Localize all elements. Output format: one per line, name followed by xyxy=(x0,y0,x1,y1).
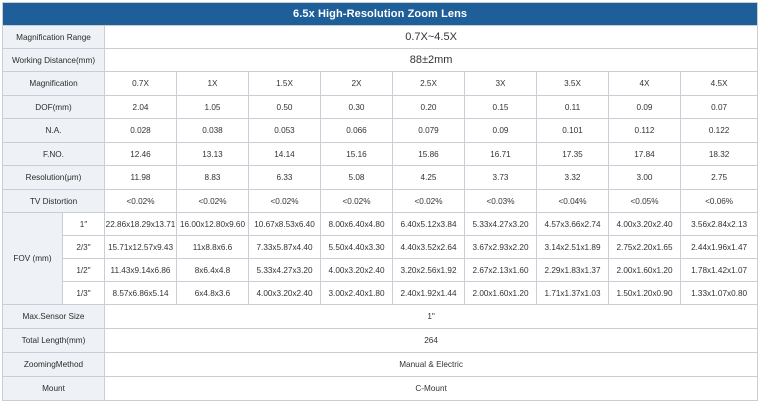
dof-cell: 2.04 xyxy=(105,96,177,119)
fov-cell: 3.20x2.56x1.92 xyxy=(393,259,465,282)
tv-distortion-cell: <0.03% xyxy=(465,190,537,213)
total-length-value: 264 xyxy=(105,329,758,353)
zooming-method-label: ZoomingMethod xyxy=(3,353,105,377)
dof-cell: 0.50 xyxy=(249,96,321,119)
fov-cell: 3.56x2.84x2.13 xyxy=(681,213,758,236)
fov-sensor-label: 1/2" xyxy=(63,259,105,282)
fov-cell: 2.40x1.92x1.44 xyxy=(393,282,465,305)
resolution-cell: 8.83 xyxy=(177,166,249,190)
max-sensor-size-value: 1" xyxy=(105,305,758,329)
fov-cell: 1.33x1.07x0.80 xyxy=(681,282,758,305)
na-cell: 0.053 xyxy=(249,119,321,143)
fov-sensor-label: 2/3" xyxy=(63,236,105,259)
fno-cell: 14.14 xyxy=(249,143,321,166)
tv-distortion-cell: <0.04% xyxy=(537,190,609,213)
fno-cell: 18.32 xyxy=(681,143,758,166)
fov-cell: 2.75x2.20x1.65 xyxy=(609,236,681,259)
zooming-method-value: Manual & Electric xyxy=(105,353,758,377)
fov-cell: 2.44x1.96x1.47 xyxy=(681,236,758,259)
working-distance-row xyxy=(3,49,758,72)
fov-cell: 5.50x4.40x3.30 xyxy=(321,236,393,259)
na-cell: 0.079 xyxy=(393,119,465,143)
fov-cell: 8x6.4x4.8 xyxy=(177,259,249,282)
fov-cell: 1.50x1.20x0.90 xyxy=(609,282,681,305)
fov-cell: 5.33x4.27x3.20 xyxy=(249,259,321,282)
magnification-range-label: Magnification Range xyxy=(3,26,105,49)
fov-cell: 22.86x18.29x13.71 xyxy=(105,213,177,236)
fov-row xyxy=(3,213,758,236)
spec-table-body xyxy=(3,3,758,401)
resolution-label: Resolution(μm) xyxy=(3,166,105,190)
fov-cell: 4.57x3.66x2.74 xyxy=(537,213,609,236)
tv-distortion-cell: <0.02% xyxy=(249,190,321,213)
zooming-method-row xyxy=(3,353,758,377)
magnification-cell: 3.5X xyxy=(537,72,609,96)
fno-cell: 15.16 xyxy=(321,143,393,166)
tv-distortion-cell: <0.06% xyxy=(681,190,758,213)
fov-cell: 11.43x9.14x6.86 xyxy=(105,259,177,282)
magnification-cell: 4.5X xyxy=(681,72,758,96)
fno-cell: 17.84 xyxy=(609,143,681,166)
fov-cell: 1.71x1.37x1.03 xyxy=(537,282,609,305)
fov-cell: 4.40x3.52x2.64 xyxy=(393,236,465,259)
working-distance-label: Working Distance(mm) xyxy=(3,49,105,72)
fov-cell: 15.71x12.57x9.43 xyxy=(105,236,177,259)
fov-row xyxy=(3,282,758,305)
fno-row xyxy=(3,143,758,166)
resolution-row xyxy=(3,166,758,190)
na-label: N.A. xyxy=(3,119,105,143)
fov-cell: 4.00x3.20x2.40 xyxy=(321,259,393,282)
na-cell: 0.101 xyxy=(537,119,609,143)
fov-cell: 2.67x2.13x1.60 xyxy=(465,259,537,282)
title-row xyxy=(3,3,758,26)
dof-cell: 0.15 xyxy=(465,96,537,119)
na-cell: 0.028 xyxy=(105,119,177,143)
tv-distortion-cell: <0.02% xyxy=(105,190,177,213)
resolution-cell: 2.75 xyxy=(681,166,758,190)
fov-row xyxy=(3,236,758,259)
magnification-cell: 1.5X xyxy=(249,72,321,96)
spec-table xyxy=(2,2,758,401)
fov-cell: 3.67x2.93x2.20 xyxy=(465,236,537,259)
tv-distortion-cell: <0.05% xyxy=(609,190,681,213)
fov-label: FOV (mm) xyxy=(3,213,63,305)
resolution-cell: 11.98 xyxy=(105,166,177,190)
magnification-cell: 3X xyxy=(465,72,537,96)
na-row xyxy=(3,119,758,143)
fno-cell: 15.86 xyxy=(393,143,465,166)
max-sensor-size-label: Max.Sensor Size xyxy=(3,305,105,329)
fov-row xyxy=(3,259,758,282)
working-distance-value: 88±2mm xyxy=(105,49,758,72)
dof-cell: 0.30 xyxy=(321,96,393,119)
fov-cell: 3.14x2.51x1.89 xyxy=(537,236,609,259)
fov-cell: 6x4.8x3.6 xyxy=(177,282,249,305)
fov-cell: 4.00x3.20x2.40 xyxy=(609,213,681,236)
resolution-cell: 3.00 xyxy=(609,166,681,190)
magnification-cell: 2.5X xyxy=(393,72,465,96)
magnification-cell: 2X xyxy=(321,72,393,96)
fov-cell: 3.00x2.40x1.80 xyxy=(321,282,393,305)
fov-cell: 7.33x5.87x4.40 xyxy=(249,236,321,259)
dof-cell: 0.20 xyxy=(393,96,465,119)
fov-cell: 8.00x6.40x4.80 xyxy=(321,213,393,236)
dof-cell: 0.11 xyxy=(537,96,609,119)
mount-row xyxy=(3,377,758,401)
fov-cell: 5.33x4.27x3.20 xyxy=(465,213,537,236)
dof-cell: 0.07 xyxy=(681,96,758,119)
fno-label: F.NO. xyxy=(3,143,105,166)
resolution-cell: 5.08 xyxy=(321,166,393,190)
fov-cell: 11x8.8x6.6 xyxy=(177,236,249,259)
magnification-range-row xyxy=(3,26,758,49)
resolution-cell: 3.32 xyxy=(537,166,609,190)
na-cell: 0.038 xyxy=(177,119,249,143)
fov-cell: 10.67x8.53x6.40 xyxy=(249,213,321,236)
dof-cell: 0.09 xyxy=(609,96,681,119)
fno-cell: 17.35 xyxy=(537,143,609,166)
fov-sensor-label: 1/3" xyxy=(63,282,105,305)
fov-cell: 4.00x3.20x2.40 xyxy=(249,282,321,305)
tv-distortion-row xyxy=(3,190,758,213)
fov-cell: 8.57x6.86x5.14 xyxy=(105,282,177,305)
na-cell: 0.066 xyxy=(321,119,393,143)
tv-distortion-label: TV Distortion xyxy=(3,190,105,213)
tv-distortion-cell: <0.02% xyxy=(393,190,465,213)
fov-cell: 2.00x1.60x1.20 xyxy=(609,259,681,282)
mount-value: C-Mount xyxy=(105,377,758,401)
fno-cell: 16.71 xyxy=(465,143,537,166)
total-length-label: Total Length(mm) xyxy=(3,329,105,353)
max-sensor-size-row xyxy=(3,305,758,329)
magnification-cell: 0.7X xyxy=(105,72,177,96)
fov-cell: 6.40x5.12x3.84 xyxy=(393,213,465,236)
fno-cell: 13.13 xyxy=(177,143,249,166)
magnification-cell: 4X xyxy=(609,72,681,96)
na-cell: 0.09 xyxy=(465,119,537,143)
magnification-row xyxy=(3,72,758,96)
fov-cell: 2.29x1.83x1.37 xyxy=(537,259,609,282)
na-cell: 0.122 xyxy=(681,119,758,143)
fov-cell: 16.00x12.80x9.60 xyxy=(177,213,249,236)
magnification-cell: 1X xyxy=(177,72,249,96)
fov-cell: 2.00x1.60x1.20 xyxy=(465,282,537,305)
na-cell: 0.112 xyxy=(609,119,681,143)
magnification-label: Magnification xyxy=(3,72,105,96)
mount-label: Mount xyxy=(3,377,105,401)
resolution-cell: 6.33 xyxy=(249,166,321,190)
fno-cell: 12.46 xyxy=(105,143,177,166)
resolution-cell: 3.73 xyxy=(465,166,537,190)
table-title: 6.5x High-Resolution Zoom Lens xyxy=(3,3,758,26)
total-length-row xyxy=(3,329,758,353)
tv-distortion-cell: <0.02% xyxy=(321,190,393,213)
dof-cell: 1.05 xyxy=(177,96,249,119)
magnification-range-value: 0.7X~4.5X xyxy=(105,26,758,49)
resolution-cell: 4.25 xyxy=(393,166,465,190)
dof-row xyxy=(3,96,758,119)
dof-label: DOF(mm) xyxy=(3,96,105,119)
fov-sensor-label: 1" xyxy=(63,213,105,236)
fov-cell: 1.78x1.42x1.07 xyxy=(681,259,758,282)
tv-distortion-cell: <0.02% xyxy=(177,190,249,213)
